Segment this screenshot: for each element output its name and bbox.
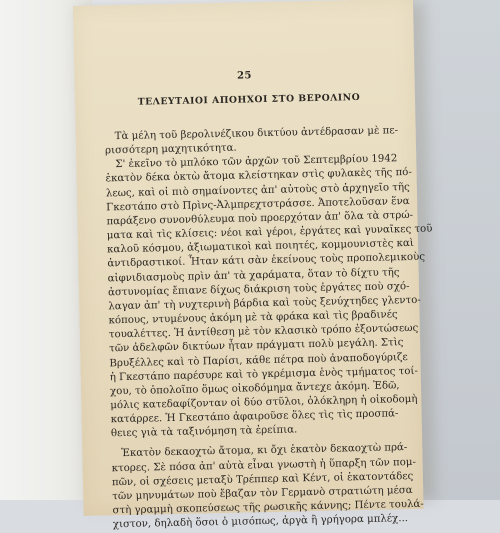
- text-line: λαγαν ἀπ' τὴ νυχτερινὴ βάρδια καὶ τοὺς ξενύχτηδες γλεντο-: [108, 294, 421, 313]
- text-line: Βρυξέλλες καὶ τὸ Παρίσι, κάθε πέτρα ποὺ ἀναποδογύριζε: [109, 351, 408, 369]
- text-line: αἰφνιδιασμοὺς πρὶν ἀπ' τὰ χαράματα, ὅταν τὸ δίχτυ τῆς: [107, 266, 400, 284]
- text-line: τουαλέττες. Ἡ ἀντίθεση μὲ τὸν κλασικὸ τρόπο ἐξοντώσεως: [108, 323, 419, 341]
- text-line: ἡ Γκεστάπο παρέσυρε καὶ τὸ γκρέμισμα ἑνὸς τμήματος τοί-: [109, 365, 418, 383]
- text-line: χου, τὸ ὁπολοῖπο ὅμως οἰκοδόμημα ἄντεχε ἀκόμη. Ἐδῶ,: [109, 380, 400, 398]
- book-page: [73, 0, 433, 531]
- chapter-title: ΤΕΛΕΥΤΑΙΟΙ ΑΠΟΗΧΟΙ ΣΤΟ ΒΕΡΟΛΙΝΟ: [137, 92, 361, 108]
- text-line: χιστον, δηλαδὴ ὅσοι ὁ μισόπως, ἀργὰ ἢ γρήγορα μπλέχ...: [112, 513, 409, 531]
- text-line: Τὰ μέλη τοῦ βερολινέζικου δικτύου ἀντέδρασαν μὲ πε-: [114, 125, 399, 143]
- text-line: τῶν μηνυμάτων ποὺ ἔβαζαν τὸν Γερμανὸ στρατιώτη μέσα: [112, 484, 413, 503]
- text-line: ἀστυνομίας ἔπιανε δίχως διάκριση τοὺς ἐργάτες ποὺ σχό-: [107, 280, 410, 299]
- text-line: Ἑκατὸν δεκαοχτὼ ἄτομα, κι ὄχι ἑκατὸν δεκαοχτὼ πρά-: [121, 442, 408, 460]
- text-line: κατάρρεε. Ἡ Γκεστάπο ἀφαιροῦσε ὅλες τὶς τὶς προσπά-: [110, 408, 399, 426]
- text-line: παράξενο συνονθύλευμα ποὺ προερχόταν ἀπ' ὅλα τὰ στρώ-: [106, 209, 414, 228]
- text-line: μόλις κατεδαφίζονταν οἱ δύο στῦλοι, ὁλόκληρη ἡ οἰκοδομὴ: [110, 393, 418, 412]
- paragraph-3: [111, 441, 424, 532]
- text-line: Σ' ἐκεῖνο τὸ μπλόκο τῶν ἀρχῶν τοῦ Σεπτεμβρίου 1942: [115, 153, 398, 171]
- text-line: καλοῦ κόσμου, ἀξιωματικοὶ καὶ ποιητές, κομμουνιστὲς καὶ: [107, 238, 414, 256]
- text-line: κόπους, ντυμένους ἀκόμη μὲ τὰ φράκα καὶ τὶς βραδινές: [108, 309, 398, 327]
- text-line: Γκεστάπο στὸ Πρὶνς-Ἀλμπρεχτστράσσε. Ἀποτελοῦσαν ἕνα: [106, 195, 410, 214]
- text-line: ματα καὶ τὶς κλίσεις: νέοι καὶ γέροι, ἐργάτες καὶ γυναῖκες τοῦ: [106, 223, 433, 242]
- text-line: ρισσότερη μαχητικότητα.: [104, 142, 237, 157]
- text-line: τῶν ἀδελφῶν δικτύων ἦταν πράγματι πολὺ μεγάλη. Στὶς: [109, 337, 404, 355]
- text-line: κτορες. Σὲ πόσα ἀπ' αὐτὰ εἶναι γνωστὴ ἡ ὕπαρξη τῶν πομ-: [111, 456, 417, 474]
- text-line: στὴ γραμμὴ σκοπεύσεως τῆς ρωσικῆς κάννης; Πέντε τουλά-: [112, 498, 424, 517]
- text-line: θειες γιὰ τὰ ταξινόμηση τὰ ἐρείπια.: [110, 424, 298, 440]
- text-line: λεως, καὶ οἱ πιὸ σημαίνοντες ἀπ' αὐτοὺς στὸ ἀρχηγεῖο τῆς: [105, 181, 410, 199]
- text-line: πῶν, οἱ σχέσεις μεταξὺ Τρέππερ καὶ Κέντ, οἱ ἑκατοντάδες: [111, 470, 414, 489]
- page-body: [104, 124, 433, 533]
- paragraph-2: [105, 152, 433, 441]
- text-line: ἀντιδραστικοί. Ἦταν κάτι σὰν ἐκείνους τοὺς προπολεμικοὺς: [107, 252, 426, 270]
- page-number: 25: [236, 70, 253, 82]
- text-line: ἑκατὸν δέκα ὀκτὼ ἄτομα κλείστηκαν στὶς φυλακὲς τῆς πό-: [105, 167, 412, 185]
